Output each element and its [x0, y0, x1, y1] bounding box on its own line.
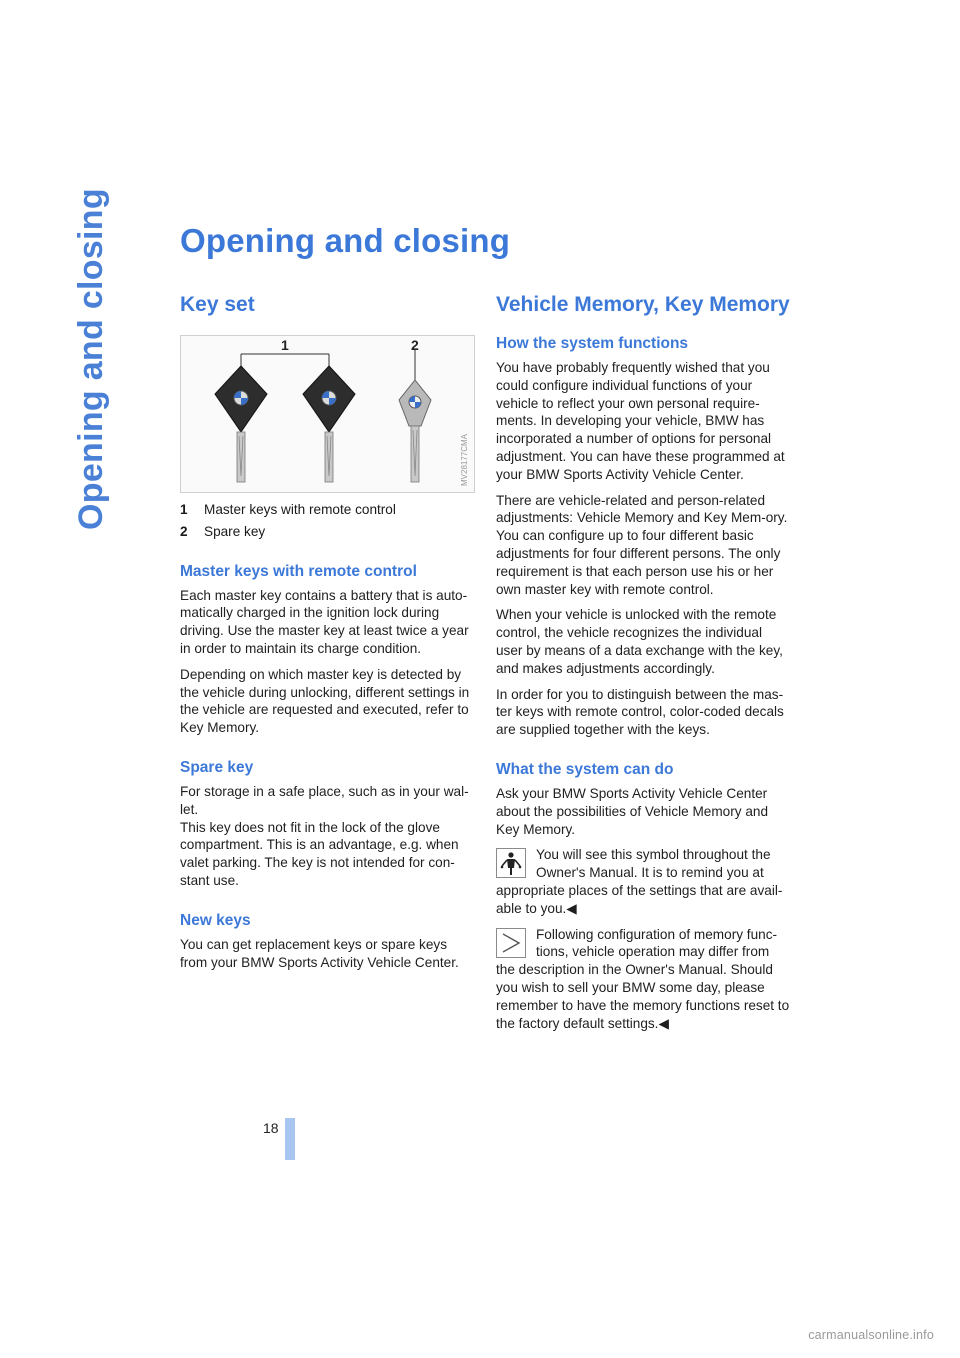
subheading-new-keys: New keys [180, 911, 251, 929]
figure-legend [180, 501, 475, 541]
subheading-how-system-functions: How the system functions [496, 335, 689, 352]
note-triangle-icon [496, 928, 526, 958]
left-column [180, 293, 475, 979]
paragraph: Each master key contains a battery that is auto-matically charged in the ignition lock during driving. Use the master key at least twice a year in order to maintain its charge condition. [180, 587, 469, 656]
paragraph: For storage in a safe place, such as in your wal-let. This key does not fit in the lock of the glove compartment. This is an advantage, e.g. when valet parking. The key is not intended for con-stant use. [180, 783, 469, 888]
side-tab-chapter [72, 188, 152, 530]
subheading-spare-key: Spare key [180, 758, 254, 776]
note-personal-settings: You will see this symbol throughout the Owner's Manual. It is to remind you at appropriate places of the settings that are avail-able to you.◀ [496, 847, 783, 916]
paragraph: Depending on which master key is detected by the vehicle during unlocking, different settings in the vehicle are requested and executed, refer to Key Memory. [180, 666, 470, 736]
spare-key [399, 380, 431, 482]
paragraph: When your vehicle is unlocked with the remote control, the vehicle recognizes the individual user by means of a data exchange with the key, and makes adjustments accordingly. [496, 607, 783, 676]
paragraph: There are vehicle-related and person-related adjustments: Vehicle Memory and Key Mem-ory. You can configure up to four different basic adjustments for four different persons. The only requirement is that each person use his or her own master key with remote control. [496, 492, 788, 597]
legend-item: 1 Master keys with remote control [180, 502, 396, 517]
key-set-illustration [181, 336, 474, 492]
callout-2: 2 [411, 337, 419, 353]
section-heading-key-set: Key set [180, 293, 255, 316]
figure-code: MV28177CMA [460, 433, 469, 486]
section-heading-vehicle-memory: Vehicle Memory, Key Memory [496, 293, 790, 316]
callout-1: 1 [281, 337, 289, 353]
subheading-master-keys: Master keys with remote control [180, 562, 417, 580]
paragraph: In order for you to distinguish between the mas-ter keys with remote control, color-coded decals are supplied together with the keys. [496, 686, 784, 738]
master-key-2 [303, 366, 355, 482]
personal-settings-icon [496, 848, 526, 878]
master-key-1 [215, 366, 267, 482]
paragraph: You have probably frequently wished that you could configure individual functions of your vehicle to reflect your own personal require-ments. In developing your vehicle, BMW has incorporated a number of options for personal adjustment. You can have these programmed at your BMW Sports Activity Vehicle Center. [496, 360, 785, 482]
paragraph: You can get replacement keys or spare keys from your BMW Sports Activity Vehicle Center. [180, 936, 459, 970]
paragraph: Ask your BMW Sports Activity Vehicle Center about the possibilities of Vehicle Memory and Key Memory. [496, 785, 769, 837]
side-tab-label: Opening and closing [72, 188, 110, 530]
page-number: 18 [263, 1120, 279, 1136]
legend-item: 2 Spare key [180, 523, 266, 539]
subheading-what-system-can-do: What the system can do [496, 760, 674, 778]
key-set-figure [180, 335, 475, 493]
watermark: carmanualsonline.info [808, 1328, 934, 1342]
note-memory-configuration: Following configuration of memory func-tions, vehicle operation may differ from the description in the Owner's Manual. Should you wish to sell your BMW some day, please remember to have the memory functions reset to the factory default settings.◀ [496, 926, 790, 1031]
page-title: Opening and closing [180, 222, 511, 259]
page-marker-bar [285, 1118, 295, 1160]
right-column [496, 293, 791, 1040]
